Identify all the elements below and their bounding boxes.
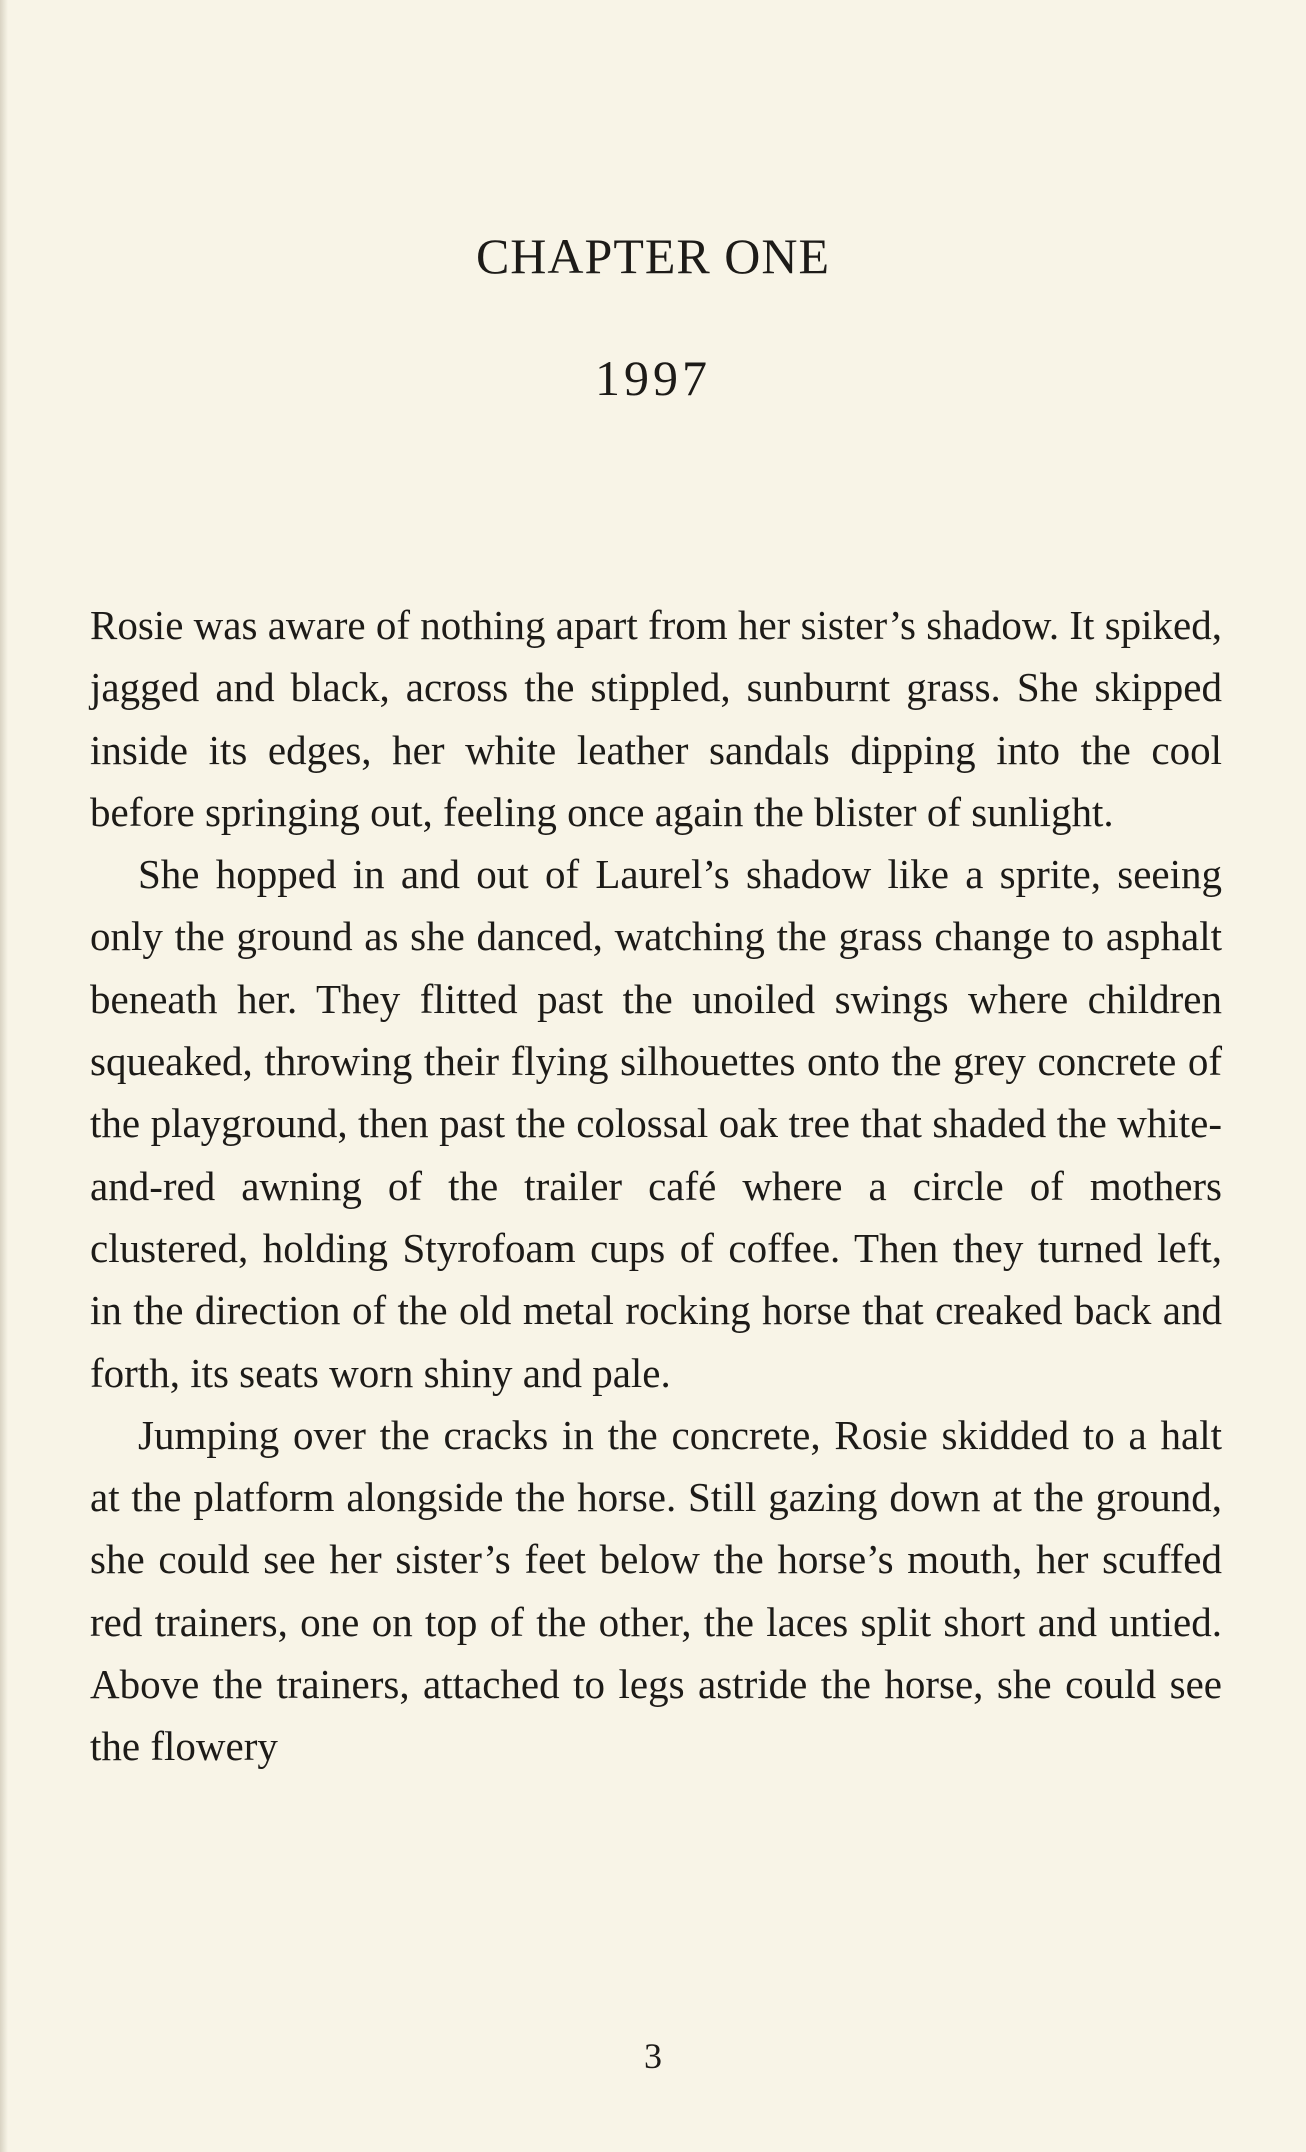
paragraph-3: Jumping over the cracks in the concrete, Rosie skidded to a halt at the platform alongside the horse. Still gazing down at the ground, she could see her sister’s feet below the horse’s mouth, her scuffed red trainers, one on top of the other, the laces split short and untied. Above the trainers, attached to legs astride the horse, she could see the flowery [90, 1411, 1222, 1770]
paragraph-1: Rosie was aware of nothing apart from her sister’s shadow. It spiked, jagged and black, across the stippled, sunburnt grass. She skipped inside its edges, her white leather sandals dipping into the cool before springing out, feeling once again the blister of sunlight. [90, 602, 1222, 835]
page-gutter-edge [0, 0, 8, 2152]
chapter-year: 1997 [595, 350, 711, 406]
paragraph-2: She hopped in and out of Laurel’s shadow like a sprite, seeing only the ground as she danced, watching the grass change to asphalt beneath her. They flitted past the unoiled swings where children squeaked, throwing their flying silhouettes onto the grey concrete of the playground, then past the colossal oak tree that shaded the white-and-red awning of the trailer café where a circle of mothers clustered, holding Styrofoam cups of coffee. Then they turned left, in the direction of the old metal rocking horse that creaked back and forth, its seats worn shiny and pale. [90, 851, 1222, 1396]
chapter-body [90, 594, 1222, 1778]
chapter-title: CHAPTER ONE [475, 228, 831, 284]
page-number: 3 [644, 2036, 662, 2076]
